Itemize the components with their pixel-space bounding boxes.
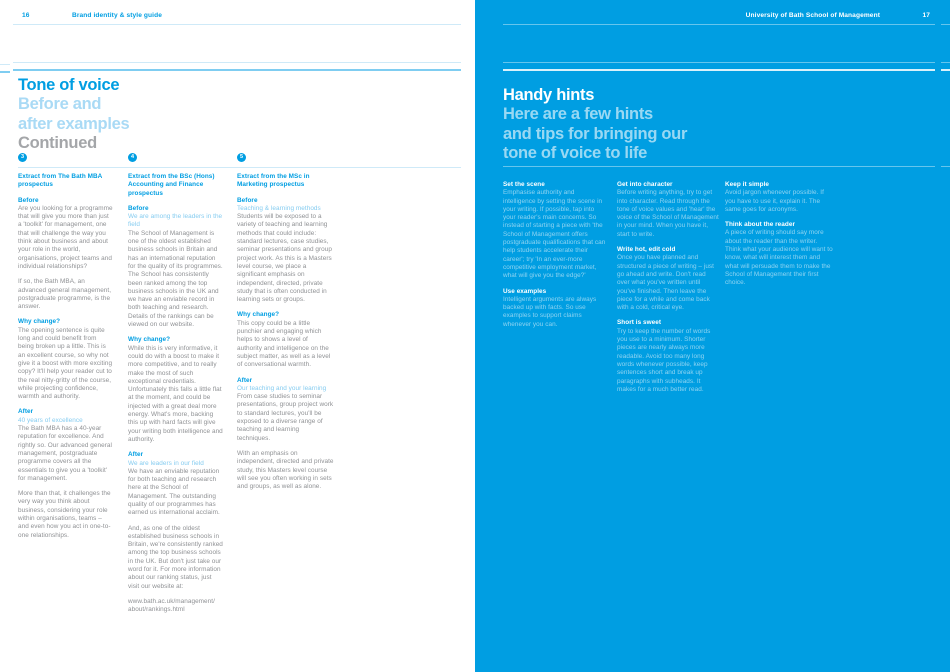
page-edge-mark [941, 69, 950, 71]
left-col3-body: From case studies to seminar presentations, group project work to standard lectures, you'll be exposed to a diverse range of teaching and learning techniques. [237, 393, 334, 442]
left-column-1 [18, 173, 114, 540]
section-marker-3: 3 [18, 153, 27, 162]
left-col3-lighthead: Teaching & learning methods [237, 204, 321, 212]
left-col3-subhead: Why change? [237, 311, 280, 319]
left-col1-body: The opening sentence is quite long and could benefit from being broken up a little. This is an excellent course, so why not give it a boost with more exciting copy? It'll help your reader cut to the real nitty-gritty of the course, while projecting confidence, warmth and authority. [18, 326, 113, 401]
left-col1-body: The Bath MBA has a 40-year reputation for excellence. And rightly so. Our advanced general management, postgraduate programme covers all the essentials to give you a 'toolkit' for management. [18, 425, 112, 482]
right-col3-body: A piece of writing should say more about the reader than the writer. Think what your audience will want to know, what will interest them and what will persuade them to make the School of Management their first choice. [725, 229, 833, 287]
rule-mid-strong [503, 69, 935, 71]
page-title: Handy hints [503, 86, 595, 104]
left-col1-colhead: Extract from The Bath MBA prospectus [18, 173, 103, 189]
left-col1-subhead: After [18, 408, 34, 416]
right-col2-subhead: Get into character [617, 181, 673, 188]
left-col1-body: If so, the Bath MBA, an advanced general management, postgraduate programme, is the answer. [18, 278, 112, 311]
right-col1-body: Intelligent arguments are always backed up with facts. So use examples to support claims whenever you can. [503, 295, 597, 328]
left-col2-colhead: Extract from the BSc (Hons) Accounting and Finance prospectus [128, 173, 215, 197]
page-title: Tone of voice [18, 76, 120, 94]
rule-top [503, 24, 935, 25]
right-col1-subhead: Use examples [503, 287, 547, 295]
right-heading [503, 86, 687, 164]
left-col2-body: The School of Management is one of the oldest established business schools in Britain and has an international reputation for the quality of its programmes. The School has consistently been ranked among the top business schools in the UK and we have an enviable record in both teaching and research. Details of the rankings can be viewed on our website. [128, 229, 223, 329]
right-column-3 [725, 174, 833, 288]
rule-columns [503, 166, 935, 167]
right-col3-subhead: Think about the reader [725, 221, 795, 229]
right-col1-subhead: Set the scene [503, 181, 545, 188]
rule-top [13, 24, 461, 25]
page-edge-mark [0, 71, 10, 73]
rule-mid-light [13, 62, 461, 63]
right-col2-body: Once you have planned and structured a piece of writing – just go ahead and write. Don't read over what you've written until you've finished. Then leave the piece for a while and come back with a cold, critical eye. [617, 254, 714, 312]
left-col2-lighthead: We are among the leaders in the field [128, 213, 223, 229]
left-page-number: 16 [22, 12, 30, 19]
left-column-2 [128, 173, 224, 615]
left-col1-subhead: Before [18, 196, 39, 204]
page-edge-mark [941, 166, 950, 167]
left-col3-colhead: Extract from the MSc in Marketing prospectus [237, 173, 310, 189]
right-column-1 [503, 174, 606, 329]
left-col3-subhead: After [237, 376, 253, 384]
page-subtitle-line: and tips for bringing our [503, 124, 688, 143]
page-continued-label: Continued [18, 134, 97, 153]
page-subtitle-line: tone of voice to life [503, 144, 648, 163]
right-column-2 [617, 174, 719, 394]
rule-mid-light [503, 62, 935, 63]
left-col1-lighthead: 40 years of excellence [18, 416, 83, 424]
section-marker-4: 4 [128, 153, 137, 162]
left-col1-body: Are you looking for a programme that will give you more than just a 'toolkit' for management, one that will challenge the way you think about business and about your role in the world, organisations, project teams and individual relationships? [18, 204, 113, 270]
left-col2-lighthead: We are leaders in our field [128, 459, 204, 467]
left-column-3 [237, 173, 334, 491]
page-subtitle-line: Before and [18, 95, 102, 114]
left-col3-body: With an emphasis on independent, directed and private study, this Masters level course will see you often working in sets and groups, as well as alone. [237, 449, 334, 491]
rule-columns [18, 167, 461, 168]
right-running-head: University of Bath School of Management [745, 12, 880, 19]
section-marker-5: 5 [237, 153, 246, 162]
page-edge-mark [941, 62, 950, 63]
right-col2-subhead: Write hot, edit cold [617, 246, 676, 254]
page-edge-mark [941, 24, 950, 25]
left-col2-body: While this is very informative, it could do with a boost to make it more competitive, and to really make the most of such exceptional credentials. Unfortunately this falls a little flat at the moment, and could be injected with a great deal more energy. What's more, backing this up with hard facts will give your writing both intelligence and authority. [128, 344, 223, 443]
page-subtitle-line: Here are a few hints [503, 105, 653, 124]
right-col2-subhead: Short is sweet [617, 319, 662, 327]
left-running-head: Brand identity & style guide [72, 12, 162, 19]
left-col3-subhead: Before [237, 196, 258, 204]
right-col3-subhead: Keep it simple [725, 181, 770, 188]
left-col1-body: More than that, it challenges the very way you think about business, considering your role within organisations, teams – and even how you act in one-to-one relationships. [18, 490, 111, 539]
right-page-number: 17 [922, 12, 930, 19]
left-col3-lighthead: Our teaching and your learning [237, 384, 327, 392]
left-col2-subhead: Before [128, 204, 149, 212]
left-col2-subhead: After [128, 451, 144, 459]
left-col1-subhead: Why change? [18, 318, 61, 326]
left-col3-body: This copy could be a little punchier and engaging which helps to shows a level of authority and intelligence on the subject matter, as well as a level of conversational warmth. [237, 319, 331, 369]
right-col2-body: Before writing anything, try to get into character. Read through the tone of voice values and 'hear' the voice of the School of Management in your mind. When you have it, start to write. [617, 189, 719, 238]
right-page [475, 0, 950, 672]
right-col2-body: Try to keep the number of words you use to a minimum. Shorter pieces are nearly always more readable. Avoid too many long words whenever possible, keep sentences short and break up paragraphs with subheads. It makes for a much better read. [617, 327, 711, 393]
left-col2-body: We have an enviable reputation for both teaching and research here at the School of Management. The outstanding quality of our programmes has earned us international acclaim. [128, 467, 220, 517]
rule-mid-strong [13, 69, 461, 71]
left-col3-body: Students will be exposed to a variety of teaching and learning methods that could include: standard lectures, case studies, seminar presentations and group project work. As this is a Masters level course, we place a significant emphasis on independent, directed, private study that is often conducted in learning sets or groups. [237, 213, 332, 304]
right-col1-body: Emphasise authority and intelligence by setting the scene in your writing. If possible, tap into your reader's main concerns. So instead of starting a piece with 'the School of Management offers postgraduate qualifications that can help students accelerate their career'; try 'In an ever-more competitive employment market, what will give you the edge?' [503, 189, 606, 280]
left-col2-body: www.bath.ac.uk/management/ about/rankings.html [128, 597, 215, 614]
page-edge-mark [0, 64, 10, 65]
left-col2-body: And, as one of the oldest established business schools in Britain, we're consistently ranked among the top business schools in the UK. But don't just take our word for it. For more information about our ranking status, just visit our website at: [128, 524, 223, 590]
page-subtitle-line: after examples [18, 114, 130, 133]
left-heading [18, 76, 129, 154]
right-col3-body: Avoid jargon whenever possible. If you have to use it, explain it. The same goes for acronyms. [725, 189, 824, 213]
left-col2-subhead: Why change? [128, 336, 171, 344]
